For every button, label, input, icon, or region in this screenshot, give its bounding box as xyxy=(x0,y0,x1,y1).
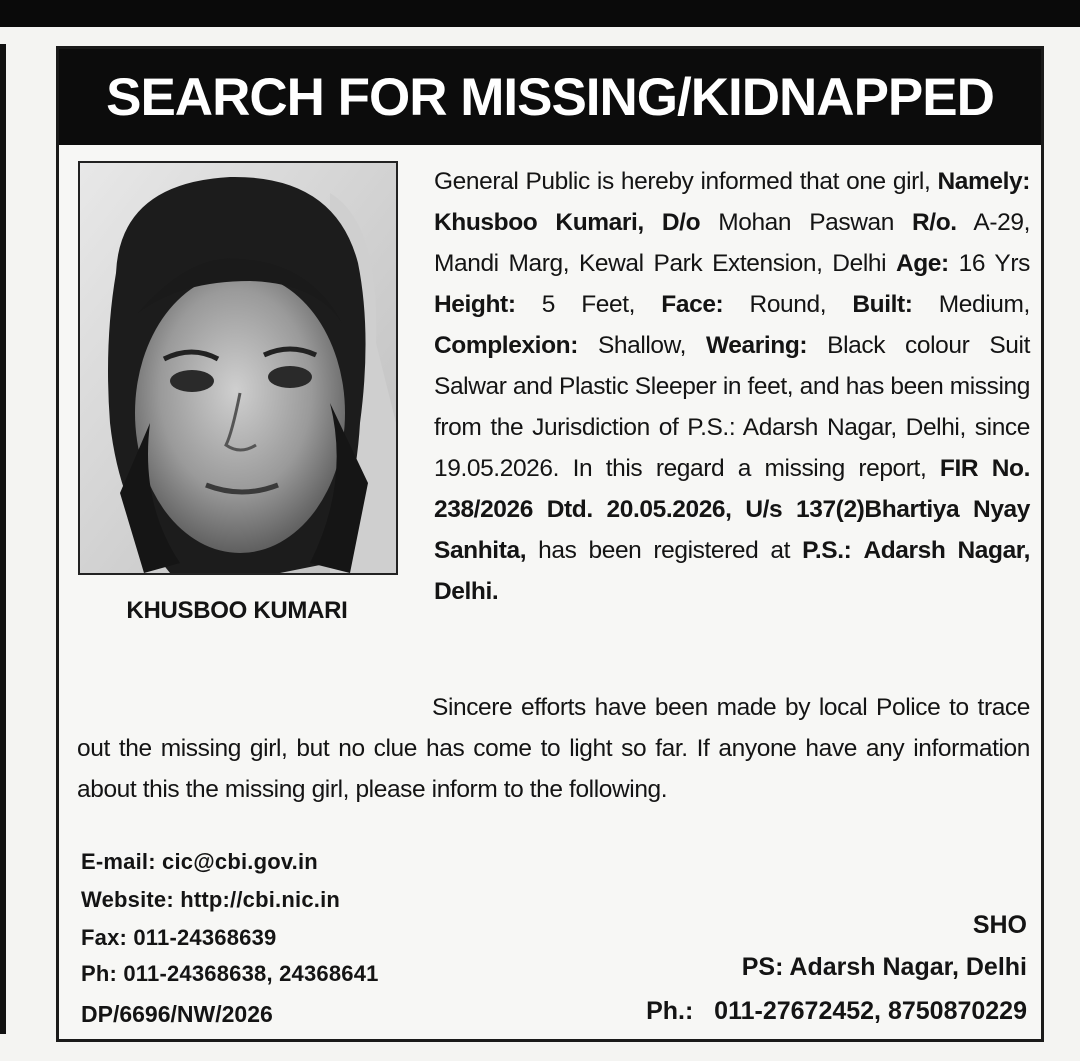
height-value: 5 Feet, xyxy=(541,291,636,318)
built-label: Built: xyxy=(852,291,913,318)
ro-label: R/o. xyxy=(912,209,957,236)
father-name: Mohan Paswan xyxy=(718,209,894,236)
notice-body xyxy=(434,161,1030,612)
officer-title: SHO xyxy=(972,911,1027,939)
notice-headline: SEARCH FOR MISSING/KIDNAPPED xyxy=(59,49,1041,145)
photo-caption: KHUSBOO KUMARI xyxy=(126,597,348,624)
contact-website: Website: http://cbi.nic.in xyxy=(81,887,341,912)
officer-phone-line xyxy=(646,997,1027,1026)
name-label: Namely: Khusboo Kumari, D/o xyxy=(434,168,1030,236)
face-label: Face: xyxy=(661,291,724,318)
built-value: Medium, xyxy=(938,291,1030,318)
fir-details: FIR No. 238/2026 Dtd. 20.05.2026, U/s 137(2)Bhartiya Nyay Sanhita, xyxy=(434,455,1030,564)
contact-phone: Ph: 011-24368638, 24368641 xyxy=(81,961,379,986)
face-value: Round, xyxy=(749,291,827,318)
address: A-29, Mandi Marg, Kewal Park Extension, Delhi xyxy=(434,209,1030,277)
intro-text: General Public is hereby informed that one girl, xyxy=(434,168,931,195)
contact-email: E-mail: cic@cbi.gov.in xyxy=(81,849,318,874)
officer-phone: 011-27672452, 8750870229 xyxy=(714,997,1027,1025)
officer-phone-label: Ph.: xyxy=(646,997,694,1025)
ps-label: P.S.: xyxy=(802,537,852,564)
wearing-value: Black colour Suit Salwar and Plastic Sleeper in feet, and has been missing from the Jurisdiction of P.S.: Adarsh Nagar, Delhi, since 19.05.2026. In this regard a missing report, xyxy=(434,332,1030,482)
height-label: Height: xyxy=(434,291,516,318)
complexion-value: Shallow, xyxy=(597,332,687,359)
ps-name: Adarsh Nagar, Delhi. xyxy=(434,537,1030,605)
age-label: Age: xyxy=(895,250,949,277)
age-value: 16 Yrs xyxy=(958,250,1030,277)
wearing-label: Wearing: xyxy=(706,332,808,359)
top-black-band xyxy=(0,0,1080,27)
appeal-text: Sincere efforts have been made by local Police to trace out the missing girl, but no clue has come to light so far. If anyone have any information about this the missing girl, please inform to the following. xyxy=(77,694,1030,803)
appeal-paragraph xyxy=(77,687,1030,810)
missing-person-photo xyxy=(78,161,398,575)
adjacent-column-border xyxy=(0,44,6,1034)
contact-fax: Fax: 011-24368639 xyxy=(81,925,277,950)
missing-person-notice xyxy=(56,46,1044,1042)
dp-code: DP/6696/NW/2026 xyxy=(81,1001,273,1027)
officer-station: PS: Adarsh Nagar, Delhi xyxy=(741,953,1027,981)
complexion-label: Complexion: xyxy=(434,332,578,359)
registered-text: has been registered at xyxy=(538,537,791,564)
